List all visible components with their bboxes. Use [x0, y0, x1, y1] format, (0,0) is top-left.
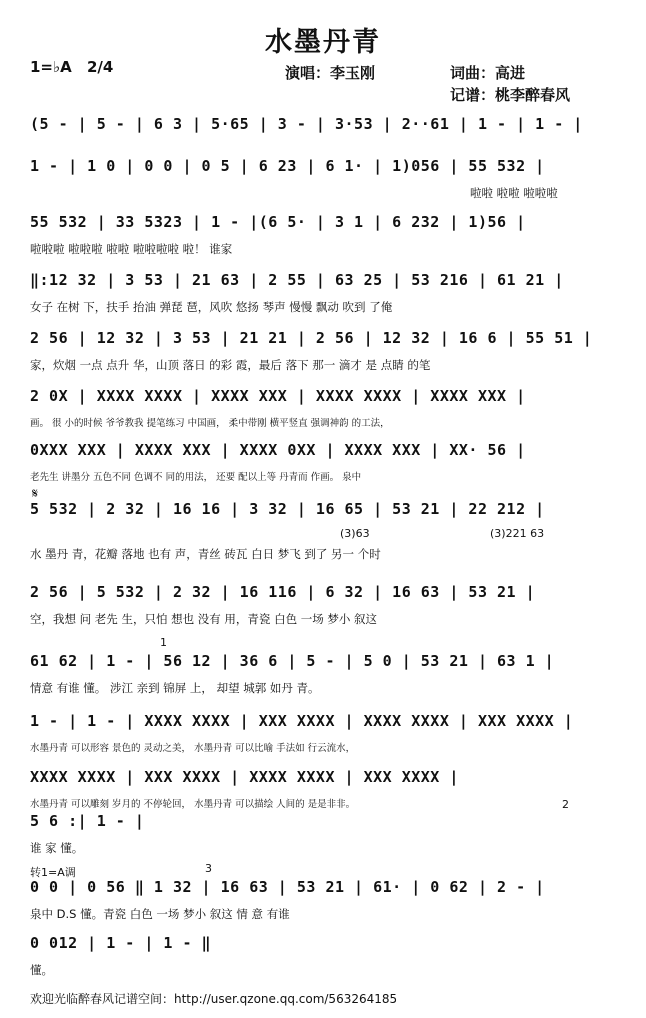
lyrics: 懂。	[30, 963, 53, 977]
notation: 5 6 :| 1 - |	[30, 812, 145, 830]
key-label: 1=♭A	[30, 58, 72, 76]
notation: 0XXX XXX | XXXX XXX | XXXX 0XX | XXXX XXX | XX· 56 |	[30, 441, 526, 459]
notation: (5 - | 5 - | 6 3 | 5·65 | 3 - | 3·53 | 2··61 | 1 - | 1 - |	[30, 115, 583, 133]
lyrics: 女子 在树 下，扶手 抬油 弹琵 琶，风吹 悠扬 琴声 慢慢 飘动 吹到 了俺	[30, 300, 393, 314]
notation: 2 56 | 12 32 | 3 53 | 21 21 | 2 56 | 12 32 | 16 6 | 55 51 |	[30, 329, 593, 347]
notation: 0 0 | 0 56 ‖ 1 32 | 16 63 | 53 21 | 61· | 0 62 | 2 - |	[30, 878, 545, 896]
notation: ‖:12 32 | 3 53 | 21 63 | 2 55 | 63 25 | 53 216 | 61 21 |	[30, 271, 564, 289]
composer-credit: 词曲：高进	[450, 64, 526, 82]
segno-mark: 𝄋	[32, 486, 39, 502]
lyrics: 老先生 讲墨分 五色不同 色调不 同的用法， 还要 配以上等 丹青而 作画。 泉中	[30, 472, 362, 483]
lyrics: 水墨丹青 可以形容 景色的 灵动之美， 水墨丹青 可以比喻 手法如 行云流水，	[30, 743, 356, 754]
lyrics: 空，我想 问 老先 生，只怕 想也 没有 用，青瓷 白色 一场 梦小 叙这	[30, 612, 378, 626]
notation: 2 0X | XXXX XXXX | XXXX XXX | XXXX XXXX | XXXX XXX |	[30, 387, 526, 405]
notation: 55 532 | 33 5323 | 1 - |(6 5· | 3 1 | 6 232 | 1)56 |	[30, 213, 526, 231]
substitute-notes-a: (3)63	[340, 527, 370, 540]
volta-2-mark: 2	[562, 798, 569, 811]
key-signature	[30, 58, 113, 76]
transcriber-credit: 记谱：桃李醉春风	[450, 86, 571, 104]
lyrics: 水 墨丹 青，花瓣 落地 也有 声，青丝 砖瓦 白日 梦飞 到了 另一 个时	[30, 547, 381, 561]
notation: XXXX XXXX | XXX XXXX | XXXX XXXX | XXX XXXX |	[30, 768, 459, 786]
volta-3-mark: 3	[205, 862, 212, 875]
lyrics: 谁 家 懂。	[30, 841, 84, 855]
notation: 0 012 | 1 - | 1 - ‖	[30, 934, 212, 952]
volta-1-mark: 1	[160, 636, 167, 649]
notation: 1 - | 1 - | XXXX XXXX | XXX XXXX | XXXX XXXX | XXX XXXX |	[30, 712, 574, 730]
lyrics: 泉中 D.S 懂。青瓷 白色 一场 梦小 叙这 情 意 有谁	[30, 907, 290, 921]
notation: 61 62 | 1 - | 56 12 | 36 6 | 5 - | 5 0 | 53 21 | 63 1 |	[30, 652, 555, 670]
song-title: 水墨丹青	[265, 27, 381, 58]
lyrics: 啦啦 啦啦 啦啦啦	[470, 186, 558, 200]
lyrics: 家，炊烟 一点 点升 华，山顶 落日 的彩 霞，最后 落下 那一 滴才 是 点睛 的笔	[30, 358, 431, 372]
lyrics: 水墨丹青 可以雕刻 岁月的 不停轮回， 水墨丹青 可以描绘 人间的 是是非非。	[30, 799, 356, 810]
notation: 1 - | 1 0 | 0 0 | 0 5 | 6 23 | 6 1· | 1)056 | 55 532 |	[30, 157, 545, 175]
notation: 5 532 | 2 32 | 16 16 | 3 32 | 16 65 | 53 21 | 22 212 |	[30, 500, 545, 518]
time-signature: 2/4	[86, 58, 114, 76]
singer-credit: 演唱：李玉刚	[285, 64, 376, 82]
lyrics: 画。 很 小的时候 爷爷教我 提笔练习 中国画， 柔中带刚 横平竖直 强调神韵 的工法，	[30, 418, 390, 429]
footer-credit: 欢迎光临醉春风记谱空间：http://user.qzone.qq.com/563264185	[30, 992, 398, 1006]
modulation-mark: 转1=A调	[30, 866, 76, 879]
substitute-notes-b: (3)221 63	[490, 527, 545, 540]
lyrics: 情意 有谁 懂。 涉江 亲到 锦屏 上， 却望 城郭 如丹 青。	[30, 681, 320, 695]
notation: 2 56 | 5 532 | 2 32 | 16 116 | 6 32 | 16 63 | 53 21 |	[30, 583, 536, 601]
lyrics: 啦啦啦 啦啦啦 啦啦 啦啦啦啦 啦！ 谁家	[30, 242, 233, 256]
